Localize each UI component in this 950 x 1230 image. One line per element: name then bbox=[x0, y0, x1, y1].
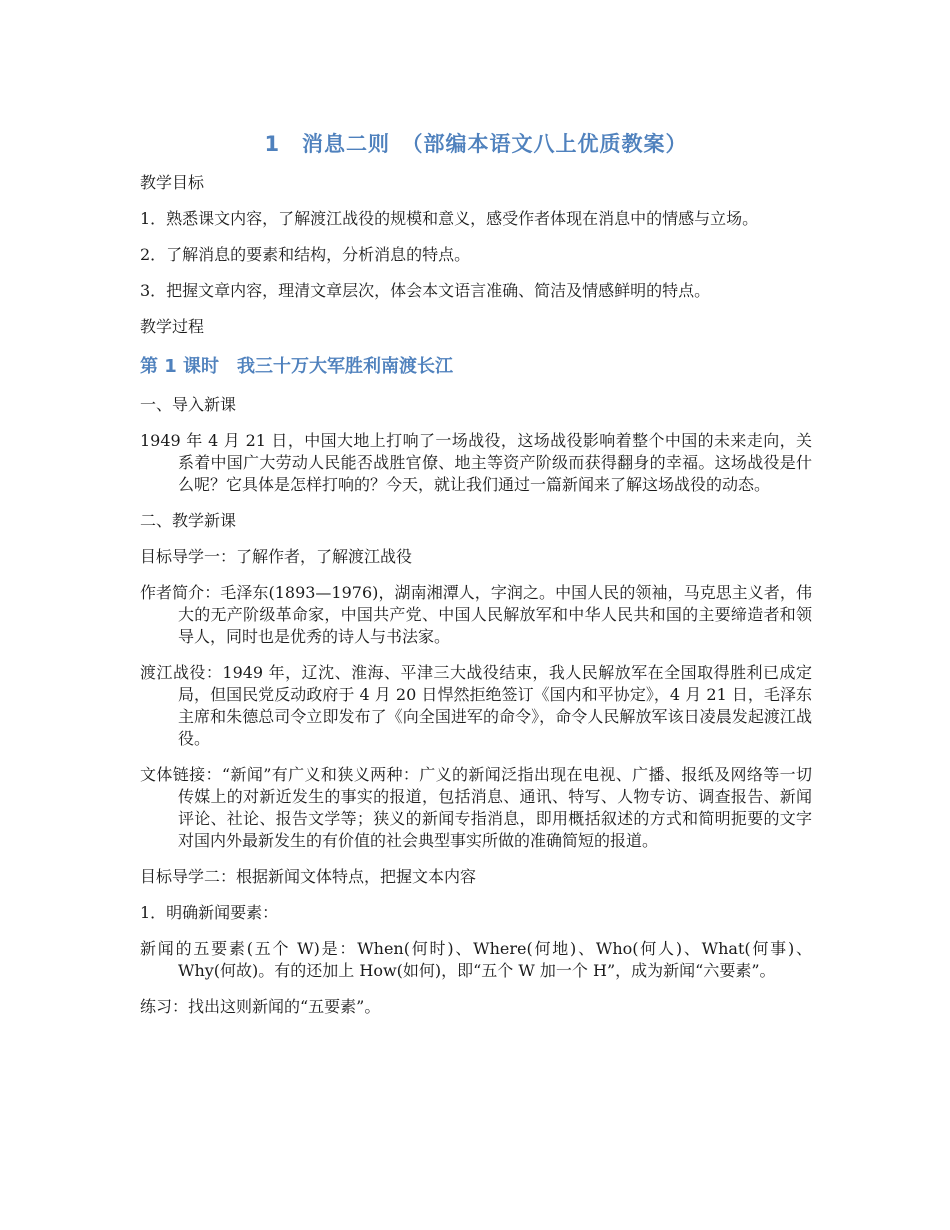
document-title: 1 消息二则 （部编本语文八上优质教案） bbox=[264, 132, 688, 156]
goal-item-2: 2．了解消息的要素和结构，分析消息的特点。 bbox=[140, 245, 471, 264]
intro-paragraph: 1949 年 4 月 21 日，中国大地上打响了一场战役，这场战役影响着整个中国的未来走向，关系着中国广大劳动人民能否战胜官僚、地主等资产阶级而获得翻身的幸福。这场战役是什么呢？它具体是怎样打响的？今天，就让我们通过一篇新闻来了解这场战役的动态。 bbox=[140, 431, 812, 494]
target-guide-1-label: 目标导学一：了解作者，了解渡江战役 bbox=[140, 547, 413, 566]
campaign-paragraph: 渡江战役：1949 年，辽沈、淮海、平津三大战役结束，我人民解放军在全国取得胜利已成定局，但国民党反动政府于 4 月 20 日悍然拒绝签订《国内和平协定》，4 月 21 日，毛泽东主席和朱德总司令立即发布了《向全国进军的命令》，命令人民解放军该日凌晨发起渡江战役。 bbox=[140, 663, 812, 748]
document-body bbox=[140, 172, 812, 1018]
teaching-goals-label: 教学目标 bbox=[140, 173, 205, 192]
section-1-label: 一、导入新课 bbox=[140, 395, 237, 414]
lesson-1-heading: 第 1 课时 我三十万大军胜利南渡长江 bbox=[140, 356, 454, 377]
five-ws-paragraph: 新闻的五要素(五个 W)是：When(何时)、Where(何地)、Who(何人)、What(何事)、Why(何故)。有的还加上 How(如何)，即“五个 W 加一个 H”，成为新闻“六要素”。 bbox=[140, 939, 812, 980]
section-2-label: 二、教学新课 bbox=[140, 511, 237, 530]
goal-item-1: 1．熟悉课文内容，了解渡江战役的规模和意义，感受作者体现在消息中的情感与立场。 bbox=[140, 209, 759, 228]
document-page bbox=[140, 128, 812, 1032]
teaching-process-label: 教学过程 bbox=[140, 317, 205, 336]
exercise-label: 练习：找出这则新闻的“五要素”。 bbox=[140, 997, 381, 1016]
genre-link-paragraph: 文体链接：“新闻”有广义和狭义两种：广义的新闻泛指出现在电视、广播、报纸及网络等一切传媒上的对新近发生的事实的报道，包括消息、通讯、特写、人物专访、调查报告、新闻评论、社论、报告文学等；狭义的新闻专指消息，即用概括叙述的方式和简明扼要的文字对国内外最新发生的有价值的社会典型事实所做的准确简短的报道。 bbox=[140, 765, 812, 850]
goal-item-3: 3．把握文章内容，理清文章层次，体会本文语言准确、简洁及情感鲜明的特点。 bbox=[140, 281, 711, 300]
news-elements-item: 1．明确新闻要素： bbox=[140, 903, 279, 922]
target-guide-2-label: 目标导学二：根据新闻文体特点，把握文本内容 bbox=[140, 867, 477, 886]
author-intro-paragraph: 作者简介：毛泽东(1893—1976)，湖南湘潭人，字润之。中国人民的领袖，马克思主义者，伟大的无产阶级革命家，中国共产党、中国人民解放军和中华人民共和国的主要缔造者和领导人，同时也是优秀的诗人与书法家。 bbox=[140, 583, 812, 646]
